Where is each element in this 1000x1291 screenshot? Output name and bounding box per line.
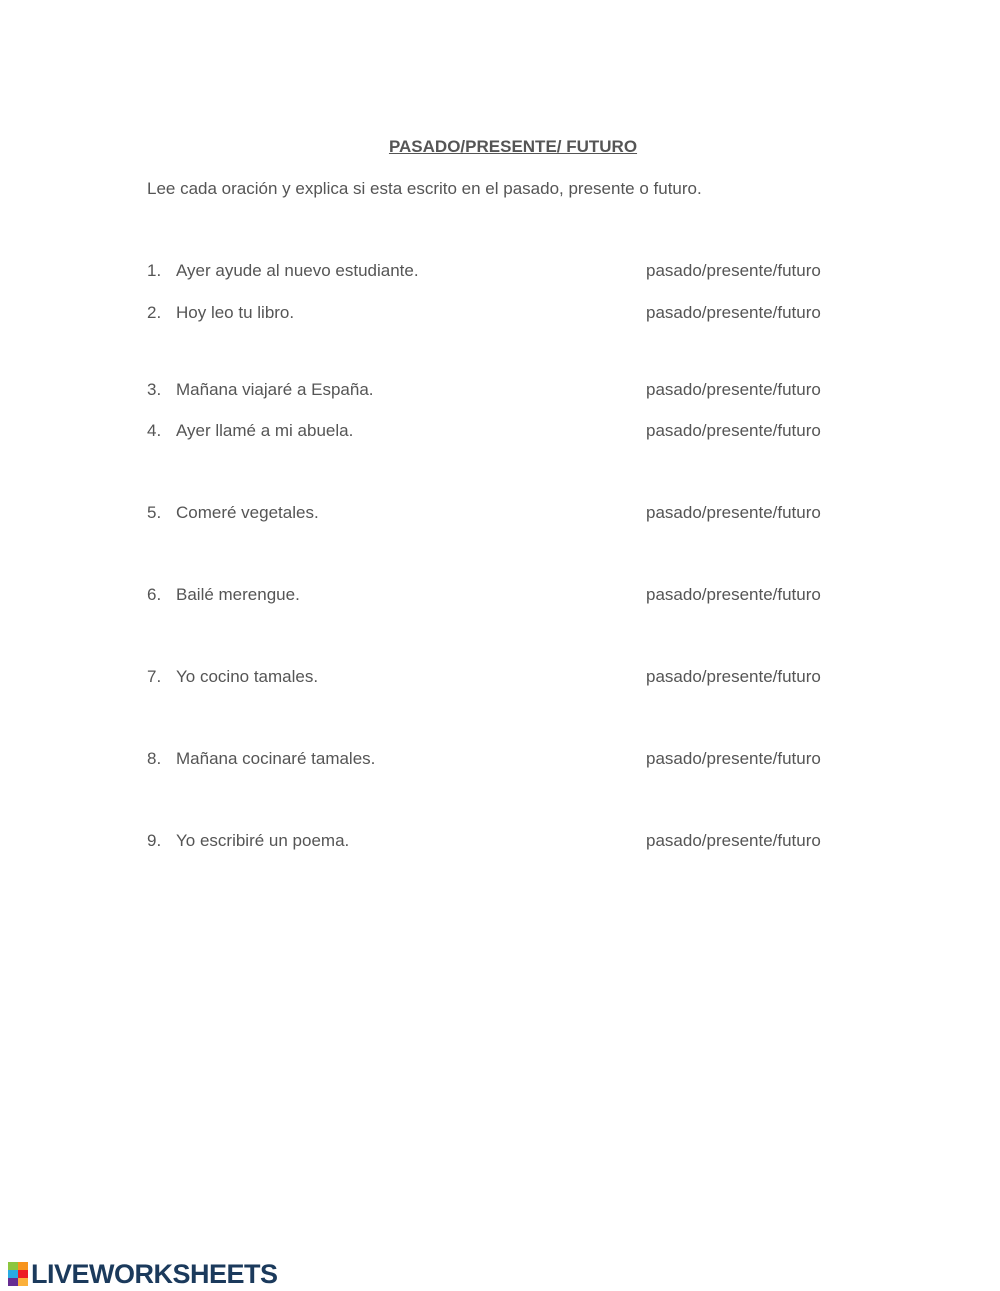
item-sentence: Yo cocino tamales. [176,667,319,686]
item-sentence: Mañana cocinaré tamales. [176,749,376,768]
item-number: 5. [147,503,162,522]
item-number: 8. [147,749,162,768]
item-number: 4. [147,421,162,440]
list-item [147,667,837,691]
item-options: pasado/presente/futuro [646,303,821,322]
item-options: pasado/presente/futuro [646,749,821,768]
item-options: pasado/presente/futuro [646,667,821,686]
logo-tile [8,1270,18,1278]
logo-text: LIVEWORKSHEETS [31,1258,278,1289]
item-options: pasado/presente/futuro [646,831,821,850]
logo-mark-icon [8,1262,28,1286]
item-number: 9. [147,831,162,850]
list-item [147,380,837,404]
item-sentence: Ayer ayude al nuevo estudiante. [176,261,419,280]
list-item [147,303,837,327]
item-sentence: Comeré vegetales. [176,503,319,522]
item-number: 2. [147,303,162,322]
list-item [147,503,837,527]
list-item [147,749,837,773]
item-options: pasado/presente/futuro [646,380,821,399]
list-item [147,585,837,609]
item-sentence: Yo escribiré un poema. [176,831,350,850]
logo-tile [18,1278,28,1286]
item-options: pasado/presente/futuro [646,503,821,522]
list-item [147,831,837,855]
liveworksheets-logo[interactable] [8,1259,278,1289]
list-item [147,261,837,285]
item-options: pasado/presente/futuro [646,585,821,604]
item-sentence: Hoy leo tu libro. [176,303,295,322]
worksheet-instructions: Lee cada oración y explica si esta escrito en el pasado, presente o futuro. [147,179,702,198]
logo-tile [18,1270,28,1278]
item-number: 6. [147,585,162,604]
logo-tile [8,1262,18,1270]
item-options: pasado/presente/futuro [646,261,821,280]
item-options: pasado/presente/futuro [646,421,821,440]
item-sentence: Mañana viajaré a España. [176,380,374,399]
list-item [147,421,837,445]
logo-tile [18,1262,28,1270]
item-sentence: Bailé merengue. [176,585,300,604]
worksheet-title: PASADO/PRESENTE/ FUTURO [388,137,638,156]
item-sentence: Ayer llamé a mi abuela. [176,421,354,440]
logo-tile [8,1278,18,1286]
item-number: 7. [147,667,162,686]
item-number: 3. [147,380,162,399]
item-number: 1. [147,261,162,280]
